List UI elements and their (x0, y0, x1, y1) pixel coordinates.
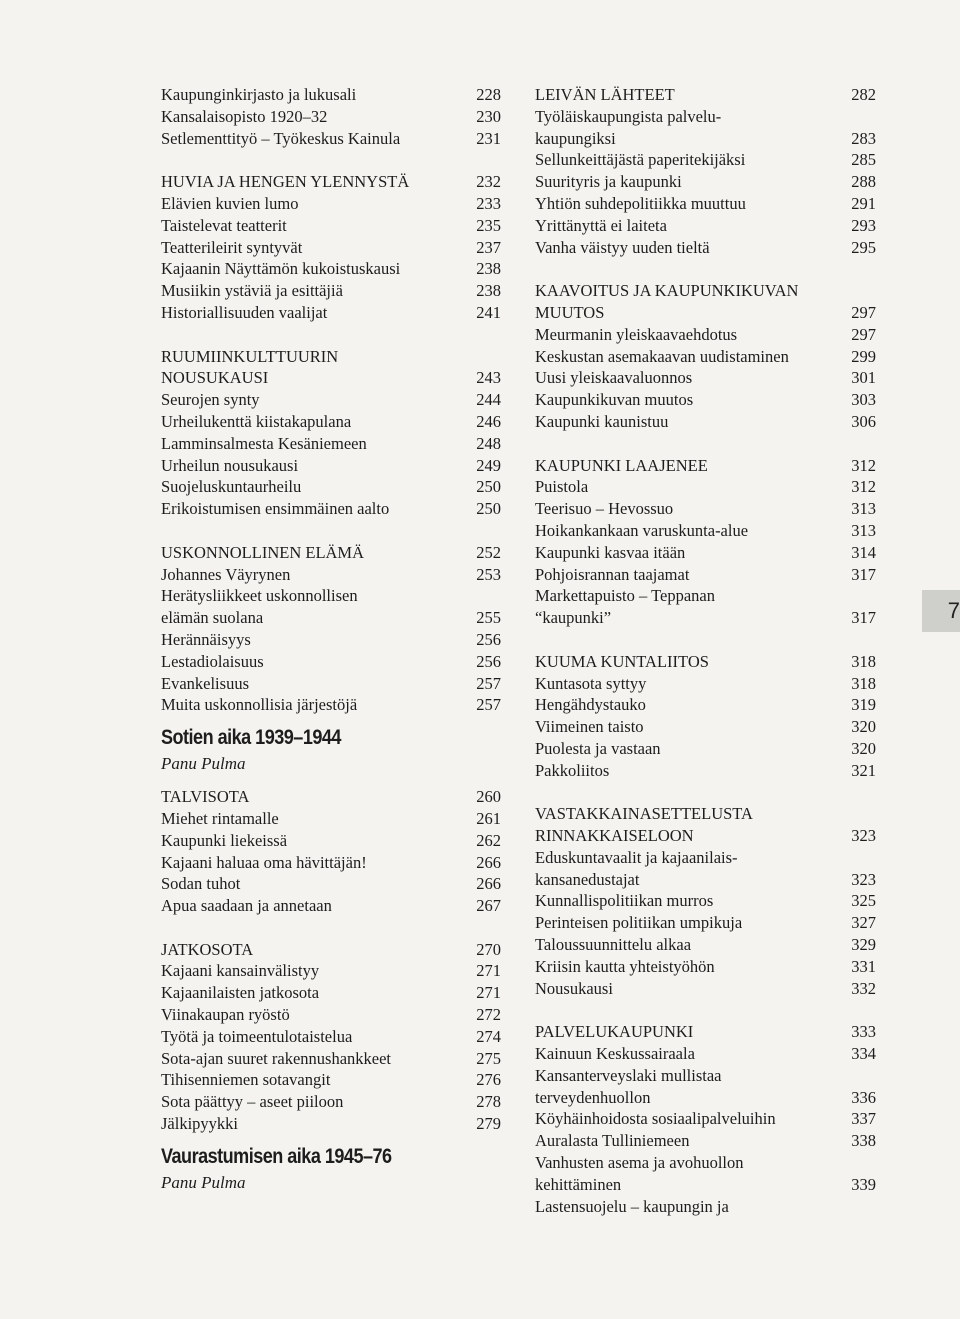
toc-entry (161, 433, 501, 455)
toc-entry (161, 389, 501, 411)
toc-entry (161, 106, 501, 128)
toc-entry-page: 303 (851, 390, 876, 410)
toc-entry (535, 564, 876, 586)
section-gap (161, 149, 501, 171)
toc-entry-title: Suurityris ja kaupunki (535, 172, 682, 192)
toc-entry (535, 346, 876, 368)
toc-entry-title: kaupungiksi (535, 128, 616, 148)
toc-entry-title: Kansalaisopisto 1920–32 (161, 106, 328, 126)
toc-entry-title: Urheilun nousukausi (161, 455, 299, 475)
toc-entry (161, 564, 501, 586)
toc-entry (161, 346, 501, 368)
toc-entry-page: 299 (851, 346, 876, 366)
toc-entry-title: Sota päättyy – aseet piiloon (161, 1092, 344, 1112)
chapter-heading: Vaurastumisen aika 1945–76 (161, 1144, 392, 1168)
toc-entry-title: Kaupunki kasvaa itään (535, 542, 686, 562)
toc-entry-title: Johannes Väyrynen (161, 564, 291, 584)
toc-entry-page: 248 (476, 433, 501, 453)
toc-entry-title: LEIVÄN LÄHTEET (535, 85, 675, 104)
toc-entry-title: Yhtiön suhdepolitiikka muuttuu (535, 193, 746, 213)
toc-entry-page: 238 (476, 259, 501, 279)
toc-entry-title: Miehet rintamalle (161, 808, 279, 828)
toc-entry-page: 257 (476, 673, 501, 693)
section-gap (535, 258, 876, 280)
section-gap (535, 782, 876, 804)
toc-entry (535, 237, 876, 259)
toc-entry-page: 337 (851, 1109, 876, 1129)
toc-entry-title: Keskustan asemakaavan uudistaminen (535, 346, 789, 366)
toc-entry (161, 237, 501, 259)
toc-entry-page: 271 (476, 961, 501, 981)
toc-entry (161, 694, 501, 716)
section-gap (535, 433, 876, 455)
toc-entry-title: Kaupunki liekeissä (161, 830, 288, 850)
toc-entry (535, 1196, 876, 1218)
toc-entry-page: 283 (851, 128, 876, 148)
toc-entry-title: Työläiskaupungista palvelu- (535, 106, 722, 126)
toc-entry (535, 1087, 876, 1109)
toc-entry (535, 542, 876, 564)
toc-entry (161, 411, 501, 433)
toc-entry-title: Työtä ja toimeentulotaistelua (161, 1026, 353, 1046)
toc-entry-page: 323 (851, 826, 876, 846)
toc-entry (535, 411, 876, 433)
toc-entry-page: 230 (476, 106, 501, 126)
toc-entry-title: Uusi yleiskaavaluonnos (535, 368, 693, 388)
toc-entry (535, 128, 876, 150)
toc-entry-page: 267 (476, 896, 501, 916)
toc-entry-page: 338 (851, 1131, 876, 1151)
toc-entry-page: 319 (851, 695, 876, 715)
toc-entry (161, 873, 501, 895)
toc-entry-page: 228 (476, 85, 501, 104)
toc-entry-page: 301 (851, 368, 876, 388)
toc-entry (535, 476, 876, 498)
toc-entry (535, 890, 876, 912)
toc-entry (161, 367, 501, 389)
toc-entry-title: Viinakaupan ryöstö (161, 1005, 290, 1025)
toc-entry-title: Vanha väistyy uuden tieltä (535, 237, 710, 257)
toc-entry (161, 215, 501, 237)
toc-entry-page: 282 (851, 85, 876, 104)
toc-entry-title: Elävien kuvien lumo (161, 193, 299, 213)
toc-entry-title: HUVIA JA HENGEN YLENNYSTÄ (161, 172, 410, 192)
toc-entry (161, 1091, 501, 1113)
toc-entry-title: Kriisin kautta yhteistyöhön (535, 956, 715, 976)
toc-entry-title: kehittäminen (535, 1174, 622, 1194)
toc-entry-title: Kajaanin Näyttämön kukoistuskausi (161, 259, 401, 279)
toc-entry-page: 285 (851, 150, 876, 170)
toc-entry (161, 1069, 501, 1091)
toc-entry-page: 256 (476, 629, 501, 649)
toc-entry-title: Kansanterveyslaki mullistaa (535, 1065, 722, 1085)
toc-entry (535, 324, 876, 346)
toc-entry (161, 455, 501, 477)
toc-entry (535, 302, 876, 324)
toc-entry (535, 1065, 876, 1087)
toc-entry (161, 171, 501, 193)
toc-entry-page: 261 (476, 808, 501, 828)
toc-entry (535, 1130, 876, 1152)
toc-right-column (535, 84, 876, 1217)
toc-entry-page: 314 (851, 542, 876, 562)
toc-entry-page: 272 (476, 1005, 501, 1025)
toc-entry (535, 956, 876, 978)
toc-entry (535, 84, 876, 106)
toc-entry (161, 476, 501, 498)
toc-entry-title: Hengähdystauko (535, 695, 646, 715)
toc-entry-title: USKONNOLLINEN ELÄMÄ (161, 542, 365, 562)
toc-entry-page: 250 (476, 477, 501, 497)
toc-entry-page: 246 (476, 411, 501, 431)
toc-entry-page: 323 (851, 869, 876, 889)
toc-entry (535, 520, 876, 542)
toc-entry-page: 253 (476, 564, 501, 584)
toc-entry-page: 238 (476, 281, 501, 301)
toc-entry-title: Seurojen synty (161, 390, 260, 410)
toc-entry-title: TALVISOTA (161, 787, 250, 807)
toc-entry (161, 1048, 501, 1070)
toc-entry (161, 939, 501, 961)
toc-entry (161, 830, 501, 852)
chapter-author: Panu Pulma (161, 754, 246, 774)
toc-entry-page: 271 (476, 983, 501, 1003)
toc-entry (535, 978, 876, 1000)
toc-entry-page: 262 (476, 830, 501, 850)
toc-entry-title: KAUPUNKI LAAJENEE (535, 455, 708, 475)
toc-entry-title: Musiikin ystäviä ja esittäjiä (161, 281, 343, 301)
toc-entry-title: KUUMA KUNTALIITOS (535, 651, 709, 671)
toc-entry (161, 982, 501, 1004)
toc-entry-title: Herätysliikkeet uskonnollisen (161, 586, 358, 606)
toc-entry-title: Jälkipyykki (161, 1114, 238, 1134)
toc-entry (535, 847, 876, 869)
toc-entry (535, 106, 876, 128)
toc-entry-title: Taloussuunnittelu alkaa (535, 935, 692, 955)
toc-entry-page: 317 (851, 608, 876, 628)
toc-entry-title: elämän suolana (161, 608, 264, 628)
toc-entry-page: 278 (476, 1092, 501, 1112)
toc-entry (535, 1043, 876, 1065)
toc-entry (535, 498, 876, 520)
toc-entry (535, 694, 876, 716)
toc-entry-title: KAAVOITUS JA KAUPUNKIKUVAN (535, 281, 799, 301)
toc-entry (161, 585, 501, 607)
toc-entry (535, 738, 876, 760)
toc-entry (161, 1004, 501, 1026)
toc-entry-page: 333 (851, 1022, 876, 1042)
toc-entry-page: 235 (476, 215, 501, 235)
toc-entry-title: Sellunkeittäjästä paperitekijäksi (535, 150, 746, 170)
toc-entry (535, 825, 876, 847)
toc-entry-title: Teerisuo – Hevossuo (535, 499, 674, 519)
toc-entry-page: 274 (476, 1026, 501, 1046)
toc-entry-page: 237 (476, 237, 501, 257)
toc-entry (161, 673, 501, 695)
toc-entry-page: 244 (476, 390, 501, 410)
toc-entry (535, 171, 876, 193)
toc-entry (535, 760, 876, 782)
toc-entry (535, 193, 876, 215)
section-gap (535, 629, 876, 651)
toc-entry-title: Köyhäinhoidosta sosiaalipalveluihin (535, 1109, 776, 1129)
toc-entry-title: Sodan tuhot (161, 874, 241, 894)
toc-entry-title: JATKOSOTA (161, 939, 254, 959)
toc-entry-page: 313 (851, 499, 876, 519)
toc-entry (161, 193, 501, 215)
toc-entry (161, 629, 501, 651)
toc-entry-title: Eduskuntavaalit ja kajaanilais- (535, 847, 738, 867)
toc-entry-title: Urheilukenttä kiistakapulana (161, 411, 352, 431)
toc-entry-page: 276 (476, 1070, 501, 1090)
toc-entry-page: 329 (851, 935, 876, 955)
toc-entry (161, 542, 501, 564)
toc-entry-title: Puolesta ja vastaan (535, 738, 661, 758)
toc-entry-page: 233 (476, 193, 501, 213)
chapter-thumb-label: 7 (947, 598, 960, 623)
toc-entry (535, 651, 876, 673)
toc-entry-title: Erikoistumisen ensimmäinen aalto (161, 499, 390, 519)
section-gap (161, 917, 501, 939)
toc-entry (535, 934, 876, 956)
toc-entry (161, 84, 501, 106)
toc-entry (161, 607, 501, 629)
toc-entry-page: 266 (476, 874, 501, 894)
chapter-thumb-tab (922, 590, 960, 632)
toc-entry-page: 250 (476, 499, 501, 519)
toc-entry-title: Kaupunkikuvan muutos (535, 390, 694, 410)
toc-entry (161, 498, 501, 520)
toc-entry-title: VASTAKKAINASETTELUSTA (535, 804, 753, 824)
toc-entry (161, 651, 501, 673)
toc-entry-title: “kaupunki” (535, 608, 612, 628)
toc-entry-title: Suojeluskuntaurheilu (161, 477, 302, 497)
section-gap (535, 999, 876, 1021)
toc-entry-title: Markettapuisto – Teppanan (535, 586, 715, 606)
toc-entry (535, 585, 876, 607)
toc-entry (535, 389, 876, 411)
toc-entry-page: 336 (851, 1087, 876, 1107)
toc-entry (161, 786, 501, 808)
toc-entry-title: Kaupunki kaunistuu (535, 411, 669, 431)
toc-entry-page: 293 (851, 215, 876, 235)
toc-entry-title: Kajaani kansainvälistyy (161, 961, 320, 981)
toc-entry-title: Sota-ajan suuret rakennushankkeet (161, 1048, 392, 1068)
toc-entry-title: Kajaani haluaa oma hävittäjän! (161, 852, 367, 872)
toc-entry-title: Kuntasota syttyy (535, 673, 647, 693)
toc-entry-page: 256 (476, 651, 501, 671)
toc-entry-title: Kaupunginkirjasto ja lukusali (161, 85, 357, 104)
toc-entry-page: 318 (851, 673, 876, 693)
toc-entry-page: 327 (851, 913, 876, 933)
toc-entry-page: 231 (476, 128, 501, 148)
toc-entry-page: 270 (476, 939, 501, 959)
toc-entry-page: 297 (851, 302, 876, 322)
toc-entry (535, 869, 876, 891)
toc-entry-title: RINNAKKAISELOON (535, 826, 694, 846)
toc-entry-title: Evankelisuus (161, 673, 249, 693)
toc-entry (161, 852, 501, 874)
toc-entry-title: Apua saadaan ja annetaan (161, 896, 332, 916)
chapter-heading: Sotien aika 1939–1944 (161, 726, 341, 750)
toc-entry-page: 321 (851, 760, 876, 780)
toc-entry-title: PALVELUKAUPUNKI (535, 1022, 694, 1042)
toc-entry (161, 280, 501, 302)
toc-entry-title: Kainuun Keskussairaala (535, 1044, 695, 1064)
toc-entry-page: 312 (851, 455, 876, 475)
toc-entry-page: 318 (851, 651, 876, 671)
toc-entry-page: 255 (476, 608, 501, 628)
toc-entry (535, 215, 876, 237)
toc-entry-page: 306 (851, 411, 876, 431)
toc-entry (535, 607, 876, 629)
toc-entry-title: Lamminsalmesta Kesäniemeen (161, 433, 367, 453)
toc-entry (535, 149, 876, 171)
toc-entry (161, 302, 501, 324)
toc-entry (535, 367, 876, 389)
toc-entry (535, 1174, 876, 1196)
toc-entry (535, 1021, 876, 1043)
toc-entry-title: Setlementtityö – Työkeskus Kainula (161, 128, 401, 148)
toc-entry-page: 339 (851, 1174, 876, 1194)
toc-entry (535, 455, 876, 477)
toc-entry (161, 128, 501, 150)
toc-entry (535, 1108, 876, 1130)
toc-entry-page: 320 (851, 738, 876, 758)
toc-entry-page: 257 (476, 695, 501, 715)
toc-entry-title: NOUSUKAUSI (161, 368, 269, 388)
toc-entry-title: Kajaanilaisten jatkosota (161, 983, 320, 1003)
chapter-author: Panu Pulma (161, 1172, 246, 1192)
toc-entry-title: Perinteisen politiikan umpikuja (535, 913, 743, 933)
toc-entry (161, 895, 501, 917)
toc-entry (161, 1026, 501, 1048)
toc-entry-title: Lestadiolaisuus (161, 651, 264, 671)
section-gap (161, 520, 501, 542)
toc-entry-title: Kunnallispolitiikan murros (535, 891, 714, 911)
toc-entry-title: Yrittänyttä ei laiteta (535, 215, 667, 235)
toc-entry-title: Viimeinen taisto (535, 717, 644, 737)
toc-entry-page: 260 (476, 787, 501, 807)
toc-entry-page: 279 (476, 1114, 501, 1134)
toc-entry-page: 320 (851, 717, 876, 737)
toc-entry-title: MUUTOS (535, 302, 605, 322)
toc-entry-page: 331 (851, 956, 876, 976)
toc-entry-page: 243 (476, 368, 501, 388)
toc-entry (161, 960, 501, 982)
toc-entry (535, 673, 876, 695)
toc-entry-page: 288 (851, 172, 876, 192)
toc-entry-page: 232 (476, 172, 501, 192)
toc-entry-title: Meurmanin yleiskaavaehdotus (535, 324, 738, 344)
toc-entry-page: 266 (476, 852, 501, 872)
toc-entry-page: 295 (851, 237, 876, 257)
toc-entry-title: Auralasta Tulliniemeen (535, 1131, 690, 1151)
toc-entry-page: 241 (476, 302, 501, 322)
toc-entry (535, 716, 876, 738)
toc-entry-page: 252 (476, 542, 501, 562)
toc-entry (161, 258, 501, 280)
toc-entry-title: Puistola (535, 477, 589, 497)
toc-entry-page: 297 (851, 324, 876, 344)
toc-entry-title: Lastensuojelu – kaupungin ja (535, 1196, 729, 1216)
toc-entry-page: 317 (851, 564, 876, 584)
toc-entry-page: 275 (476, 1048, 501, 1068)
toc-entry-page: 312 (851, 477, 876, 497)
toc-entry-title: Hoikankankaan varuskunta-alue (535, 520, 749, 540)
toc-entry-page: 332 (851, 978, 876, 998)
toc-entry (535, 280, 876, 302)
toc-left-column (161, 84, 501, 1205)
toc-entry-title: terveydenhuollon (535, 1087, 651, 1107)
toc-entry-title: kansanedustajat (535, 869, 640, 889)
toc-entry-page: 249 (476, 455, 501, 475)
toc-entry (161, 1113, 501, 1135)
toc-entry-title: Tihisenniemen sotavangit (161, 1070, 331, 1090)
toc-entry-page: 325 (851, 891, 876, 911)
toc-entry (535, 912, 876, 934)
toc-entry-title: Taistelevat teatterit (161, 215, 287, 235)
toc-entry (535, 1152, 876, 1174)
toc-entry-title: Teatterileirit syntyvät (161, 237, 303, 257)
toc-entry-page: 313 (851, 520, 876, 540)
section-gap (161, 324, 501, 346)
toc-entry-title: Herännäisyys (161, 629, 251, 649)
toc-entry-title: Pohjoisrannan taajamat (535, 564, 690, 584)
toc-entry-title: Historiallisuuden vaalijat (161, 302, 328, 322)
toc-entry-title: RUUMIINKULTTUURIN (161, 346, 339, 366)
toc-entry-page: 291 (851, 193, 876, 213)
toc-entry-title: Nousukausi (535, 978, 613, 998)
toc-entry-title: Muita uskonnollisia järjestöjä (161, 695, 358, 715)
toc-entry-title: Pakkoliitos (535, 760, 610, 780)
toc-entry-page: 334 (851, 1044, 876, 1064)
toc-entry (535, 803, 876, 825)
toc-entry (161, 808, 501, 830)
toc-entry-title: Vanhusten asema ja avohuollon (535, 1153, 744, 1173)
